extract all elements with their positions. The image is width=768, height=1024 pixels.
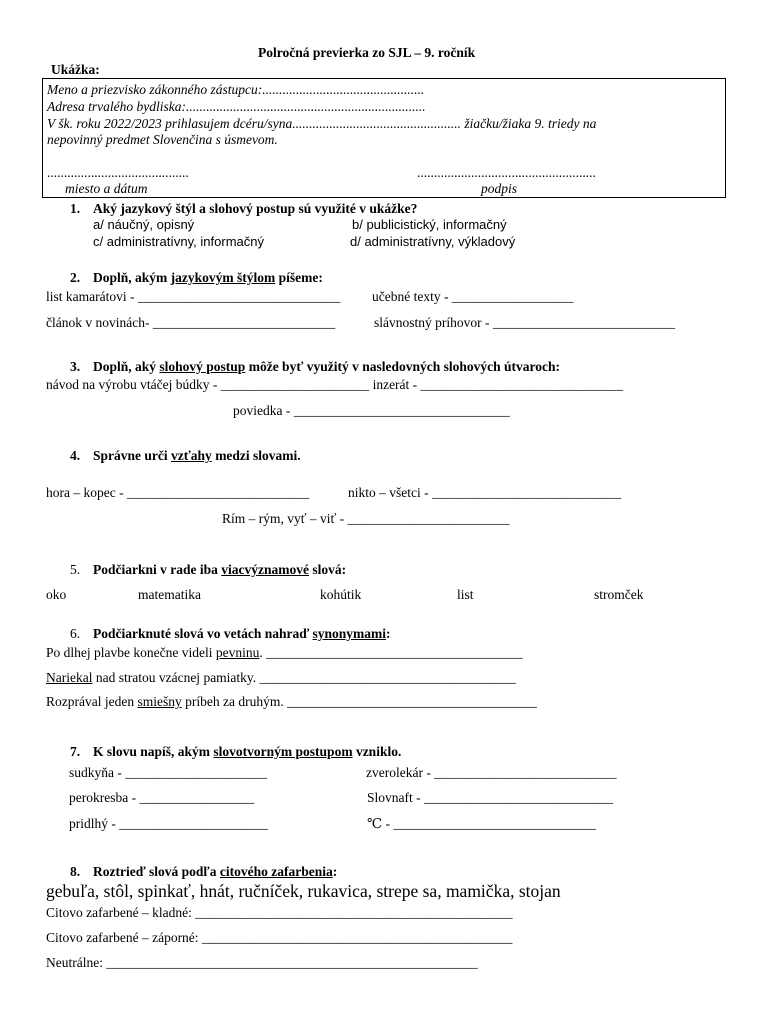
q6-s3-post: príbeh za druhým. _____________________________________ (181, 694, 537, 709)
q6-s1-pre: Po dlhej plavbe konečne videli (46, 645, 216, 660)
q7-heading (93, 744, 401, 760)
q5-heading-pre: Podčiarkni v rade iba (93, 562, 222, 577)
q4-item-nobody-everyone: nikto – všetci - ____________________________ (348, 485, 621, 500)
q8-line-positive: Citovo zafarbené – kladné: _______________________________________________ (46, 905, 513, 920)
sample-place-date: miesto a dátum (65, 181, 148, 196)
q8-line-neutral: Neutrálne: _______________________________________________________ (46, 955, 478, 970)
q3-number: 3. (70, 359, 81, 374)
q2-heading-underlined: jazykovým štýlom (170, 270, 276, 285)
q1-option-a: a/ náučný, opisný (93, 217, 195, 232)
q3-item-story: poviedka - ________________________________ (233, 403, 510, 418)
q2-item-article: článok v novinách- ___________________________ (46, 315, 336, 330)
q5-heading-underlined: viacvýznamové (221, 562, 309, 577)
q5-word: list (457, 587, 474, 602)
q4-number: 4. (70, 448, 81, 463)
q3-heading (93, 359, 560, 375)
q5-number: 5. (70, 562, 81, 577)
q4-heading-underlined: vzťahy (171, 448, 212, 463)
q3-item-birdhouse-ad: návod na výrobu vtáčej búdky - ______________________ inzerát - ______________________________ (46, 377, 624, 392)
q7-item-judge: sudkyňa - _____________________ (69, 765, 267, 780)
q6-heading-pre: Podčiarknuté slová vo vetách nahraď (93, 626, 313, 641)
q5-word: matematika (138, 587, 201, 602)
q4-heading (93, 448, 301, 464)
q7-heading-underlined: slovotvorným postupom (213, 744, 353, 759)
q2-heading (93, 270, 323, 286)
q2-heading-post: píšeme: (275, 270, 323, 285)
q6-number: 6. (70, 626, 81, 641)
q4-heading-post: medzi slovami. (211, 448, 301, 463)
q7-heading-post: vzniklo. (352, 744, 402, 759)
sample-dots-left: .......................................... (47, 165, 189, 180)
q4-item-homonyms: Rím – rým, vyť – viť - ________________________ (222, 511, 510, 526)
q5-heading (93, 562, 346, 578)
q7-item-slovnaft: Slovnaft - ____________________________ (367, 790, 613, 805)
page-title: Polročná previerka zo SJL – 9. ročník (258, 45, 476, 60)
q6-s2-post: nad stratou vzácnej pamiatky. ______________________________________ (92, 670, 517, 685)
sample-box (42, 78, 726, 198)
q6-s3-underlined: smiešny (137, 694, 182, 709)
q7-item-celsius: ℃ - ______________________________ (367, 816, 596, 831)
q6-sentence-3 (46, 694, 537, 710)
q5-word: oko (46, 587, 67, 602)
q8-word-list: gebuľa, stôl, spinkať, hnát, ručníček, rukavica, strepe sa, mamička, stojan (46, 881, 561, 901)
q2-item-letter: list kamarátovi - ______________________________ (46, 289, 341, 304)
q2-heading-pre: Doplň, akým (93, 270, 171, 285)
q2-item-speech: slávnostný príhovor - ___________________________ (374, 315, 676, 330)
q8-number: 8. (70, 864, 81, 879)
sample-line-registration-cont: nepovinný predmet Slovenčina s úsmevom. (47, 132, 278, 147)
q1-option-b: b/ publicistický, informačný (352, 217, 507, 232)
q3-heading-post: môže byť využitý v nasledovných slohových útvaroch: (245, 359, 561, 374)
q1-option-c: c/ administratívny, informačný (93, 234, 264, 249)
q7-item-too-long: pridlhý - ______________________ (69, 816, 268, 831)
q6-heading-underlined: synonymami (312, 626, 387, 641)
q6-sentence-2 (46, 670, 516, 686)
q2-number: 2. (70, 270, 81, 285)
q6-heading (93, 626, 391, 642)
sample-dots-right: ..................................................... (417, 165, 596, 180)
q1-number: 1. (70, 201, 81, 216)
q6-s2-underlined: Nariekal (46, 670, 93, 685)
q3-heading-underlined: slohový postup (159, 359, 246, 374)
q6-heading-post: : (386, 626, 391, 641)
sample-line-address: Adresa trvalého bydliska:....................................................................... (47, 99, 426, 114)
q2-item-textbooks: učebné texty - __________________ (372, 289, 574, 304)
q8-heading-post: : (332, 864, 338, 879)
q6-s3-pre: Rozprával jeden (46, 694, 138, 709)
q8-heading-underlined: citového zafarbenia (219, 864, 333, 879)
q7-item-pen-drawing: perokresba - _________________ (69, 790, 255, 805)
sample-heading: Ukážka: (51, 62, 100, 77)
q1-option-d: d/ administratívny, výkladový (350, 234, 516, 249)
q8-line-negative: Citovo zafarbené – záporné: ______________________________________________ (46, 930, 513, 945)
q7-number: 7. (70, 744, 81, 759)
q6-s1-post: . ______________________________________ (259, 645, 523, 660)
q3-heading-pre: Doplň, aký (93, 359, 160, 374)
sample-line-guardian: Meno a priezvisko zákonného zástupcu:................................................ (47, 82, 425, 97)
q4-item-mountain-hill: hora – kopec - ___________________________ (46, 485, 310, 500)
q8-heading (93, 864, 337, 880)
q5-heading-post: slová: (309, 562, 347, 577)
q5-word: stromček (594, 587, 644, 602)
sample-line-registration: V šk. roku 2022/2023 prihlasujem dcéru/syna.................................................. žiačku/žiaka 9. triedy na (47, 116, 597, 131)
q8-heading-pre: Roztrieď slová podľa (93, 864, 220, 879)
q5-word: kohútik (320, 587, 362, 602)
q6-sentence-1 (46, 645, 523, 661)
sample-signature: podpis (481, 181, 518, 196)
q7-item-vet: zverolekár - ___________________________ (366, 765, 617, 780)
q1-text: Aký jazykový štýl a slohový postup sú využité v ukážke? (93, 201, 418, 216)
q4-heading-pre: Správne urči (93, 448, 172, 463)
q6-s1-underlined: pevninu (215, 645, 260, 660)
q7-heading-pre: K slovu napíš, akým (93, 744, 214, 759)
